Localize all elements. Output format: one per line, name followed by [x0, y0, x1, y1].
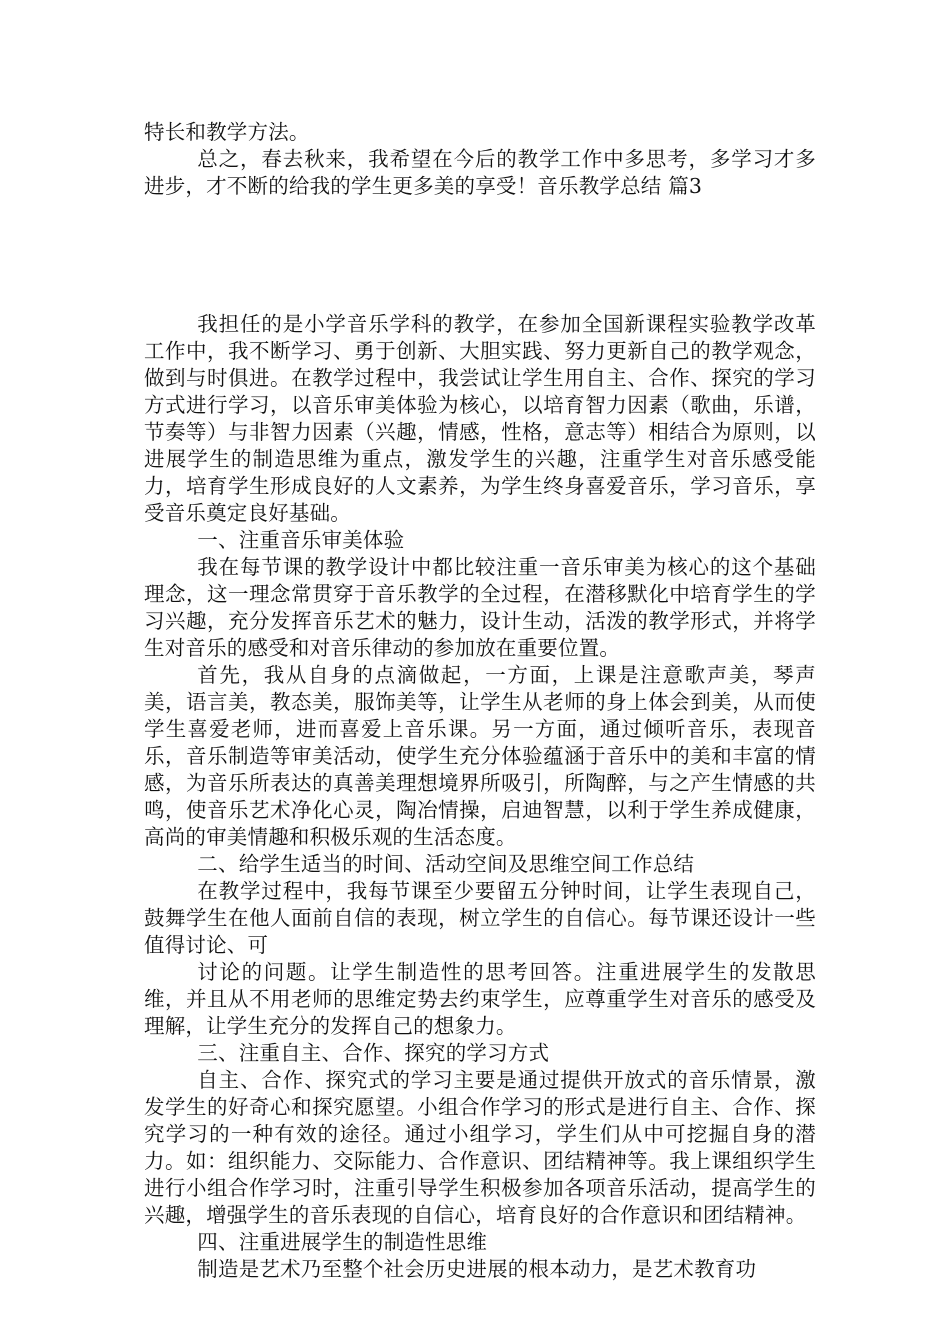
paragraph-section-2: 在教学过程中，我每节课至少要留五分钟时间，让学生表现自己，鼓舞学生在他人面前自信的表现，树立学生的自信心。每节课还设计一些值得讨论、可 [144, 879, 816, 957]
section-heading-2: 二、给学生适当的时间、活动空间及思维空间工作总结 [197, 852, 695, 876]
paragraph-section-1: 我在每节课的教学设计中都比较注重一音乐审美为核心的这个基础理念，这一理念常贯穿于音乐教学的全过程，在潜移默化中培育学生的学习兴趣，充分发挥音乐艺术的魅力，设计生动，活泼的教学形式，并将学生对音乐的感受和对音乐律动的参加放在重要位置。 [144, 555, 816, 660]
paragraph-conclusion: 总之，春去秋来，我希望在今后的教学工作中多思考，多学习才多进步，才不断的给我的学生更多美的享受！音乐教学总结 篇3 [144, 147, 816, 198]
paragraph-continuation: 特长和教学方法。 [144, 120, 310, 144]
paragraph-section-2-continued: 讨论的问题。让学生制造性的思考回答。注重进展学生的发散思维，并且从不用老师的思维定势去约束学生，应尊重学生对音乐的感受及理解，让学生充分的发挥自己的想象力。 [144, 960, 816, 1038]
paragraph-section-1-detail: 首先，我从自身的点滴做起，一方面，上课是注意歌声美，琴声美，语言美，教态美，服饰美等，让学生从老师的身上体会到美，从而使学生喜爱老师，进而喜爱上音乐课。另一方面，通过倾听音乐，表现音乐，音乐制造等审美活动，使学生充分体验蕴涵于音乐中的美和丰富的情感，为音乐所表达的真善美理想境界所吸引，所陶醉，与之产生情感的共鸣，使音乐艺术净化心灵，陶冶情操，启迪智慧，以利于学生养成健康，高尚的审美情趣和积极乐观的生活态度。 [144, 663, 816, 849]
section-heading-4: 四、注重进展学生的制造性思维 [197, 1230, 488, 1254]
section-gap [144, 200, 816, 311]
paragraph-intro: 我担任的是小学音乐学科的教学，在参加全国新课程实验教学改革工作中，我不断学习、勇于创新、大胆实践、努力更新自己的教学观念，做到与时俱进。在教学过程中，我尝试让学生用自主、合作、探究的学习方式进行学习，以音乐审美体验为核心，以培育智力因素（歌曲，乐谱，节奏等）与非智力因素（兴趣，情感，性格，意志等）相结合为原则，以进展学生的制造思维为重点，激发学生的兴趣，注重学生对音乐感受能力，培育学生形成良好的人文素养，为学生终身喜爱音乐，学习音乐，享受音乐奠定良好基础。 [144, 312, 816, 525]
document-body [144, 119, 816, 1283]
section-heading-1: 一、注重音乐审美体验 [197, 528, 405, 552]
paragraph-section-4: 制造是艺术乃至整个社会历史进展的根本动力，是艺术教育功 [197, 1257, 757, 1281]
section-heading-3: 三、注重自主、合作、探究的学习方式 [197, 1041, 550, 1065]
paragraph-section-3: 自主、合作、探究式的学习主要是通过提供开放式的音乐情景，激发学生的好奇心和探究愿望。小组合作学习的形式是进行自主、合作、探究学习的一种有效的途径。通过小组学习，学生们从中可挖掘自身的潜力。如：组织能力、交际能力、合作意识、团结精神等。我上课组织学生进行小组合作学习时，注重引导学生积极参加各项音乐活动，提高学生的兴趣，增强学生的音乐表现的自信心，培育良好的合作意识和团结精神。 [144, 1068, 816, 1227]
